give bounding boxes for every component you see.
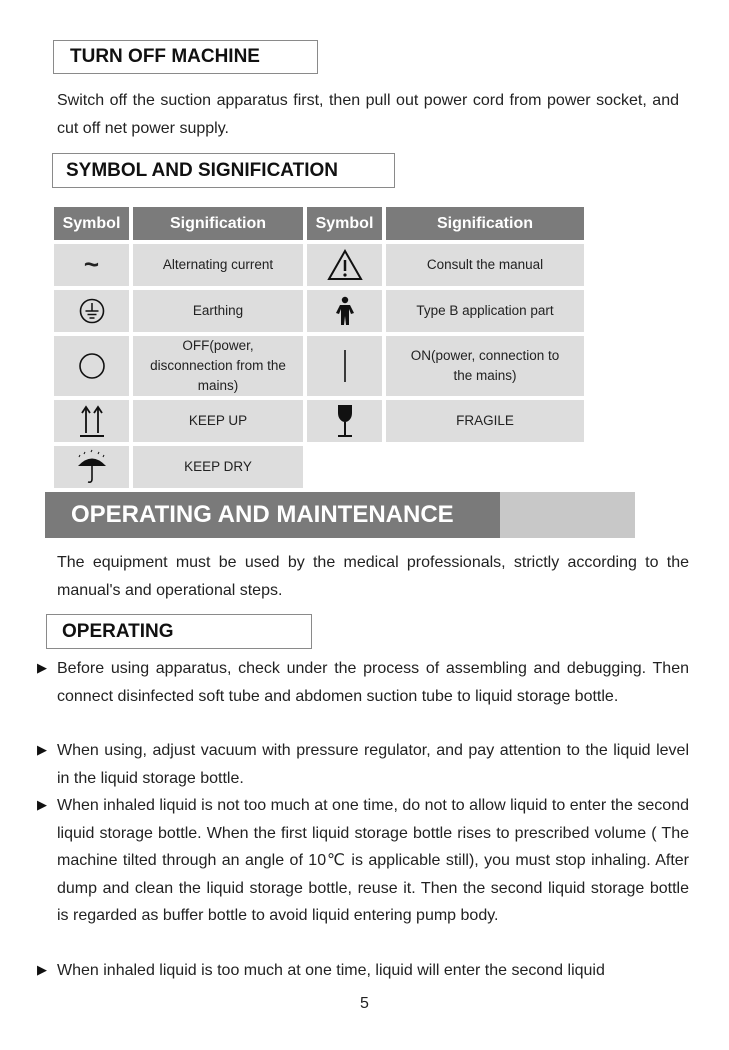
empty-cell (386, 446, 584, 488)
operating-heading: OPERATING (46, 614, 312, 649)
operating-maintenance-banner: OPERATING AND MAINTENANCE (45, 492, 635, 538)
bullet-arrow-icon: ▶ (37, 797, 47, 812)
signification-cell: ON(power, connection to the mains) (386, 336, 584, 396)
turn-off-paragraph: Switch off the suction apparatus first, then pull out power cord from power socket, and cut off net power supply. (57, 92, 679, 137)
empty-cell (307, 446, 382, 488)
fragile-glass-icon (307, 400, 382, 442)
col-signification-header-2: Signification (386, 207, 584, 240)
symbol-table (50, 203, 588, 492)
signification-cell: Type B application part (386, 290, 584, 332)
signification-cell: Consult the manual (386, 244, 584, 286)
table-row (54, 244, 584, 286)
table-row (54, 446, 584, 488)
list-item: When inhaled liquid is not too much at one time, do not to allow liquid to enter the second liquid storage bottle. When the first liquid storage bottle rises to prescribed volume ( The machine tilted through an angle of 10℃ is applicable still), you must stop inhaling. After dump and clean the liquid storage bottle, reuse it. Then the second liquid storage bottle is regarded as buffer bottle to avoid liquid entering pump body. (57, 797, 689, 924)
earthing-icon (54, 290, 129, 332)
alternating-current-icon: ~ (54, 244, 129, 286)
table-row (54, 290, 584, 332)
bullet-arrow-icon: ▶ (37, 660, 47, 675)
col-symbol-header-2: Symbol (307, 207, 382, 240)
list-item: When using, adjust vacuum with pressure regulator, and pay attention to the liquid level in the liquid storage bottle. (57, 742, 689, 787)
keep-dry-umbrella-icon (54, 446, 129, 488)
table-row (54, 400, 584, 442)
type-b-person-icon (307, 290, 382, 332)
symbols-heading: SYMBOL AND SIGNIFICATION (52, 153, 395, 188)
consult-manual-warning-icon (307, 244, 382, 286)
turn-off-heading: TURN OFF MACHINE (53, 40, 318, 74)
keep-up-arrows-icon (54, 400, 129, 442)
symbol-table-header (54, 207, 584, 240)
signification-cell: OFF(power, disconnection from the mains) (133, 336, 303, 396)
signification-cell: KEEP DRY (133, 446, 303, 488)
list-item: When inhaled liquid is too much at one time, liquid will enter the second liquid (57, 962, 605, 979)
signification-cell: Alternating current (133, 244, 303, 286)
signification-cell: FRAGILE (386, 400, 584, 442)
list-item: Before using apparatus, check under the process of assembling and debugging. Then connect disinfected soft tube and abdomen suction tube to liquid storage bottle. (57, 660, 689, 705)
table-row (54, 336, 584, 396)
page-number: 5 (360, 995, 369, 1012)
signification-cell: KEEP UP (133, 400, 303, 442)
col-symbol-header: Symbol (54, 207, 129, 240)
bullet-arrow-icon: ▶ (37, 962, 47, 977)
power-off-circle-icon (54, 336, 129, 396)
operating-maintenance-paragraph: The equipment must be used by the medical professionals, strictly according to the manual's and operational steps. (57, 554, 689, 599)
bullet-arrow-icon: ▶ (37, 742, 47, 757)
col-signification-header: Signification (133, 207, 303, 240)
signification-cell: Earthing (133, 290, 303, 332)
power-on-line-icon (307, 336, 382, 396)
